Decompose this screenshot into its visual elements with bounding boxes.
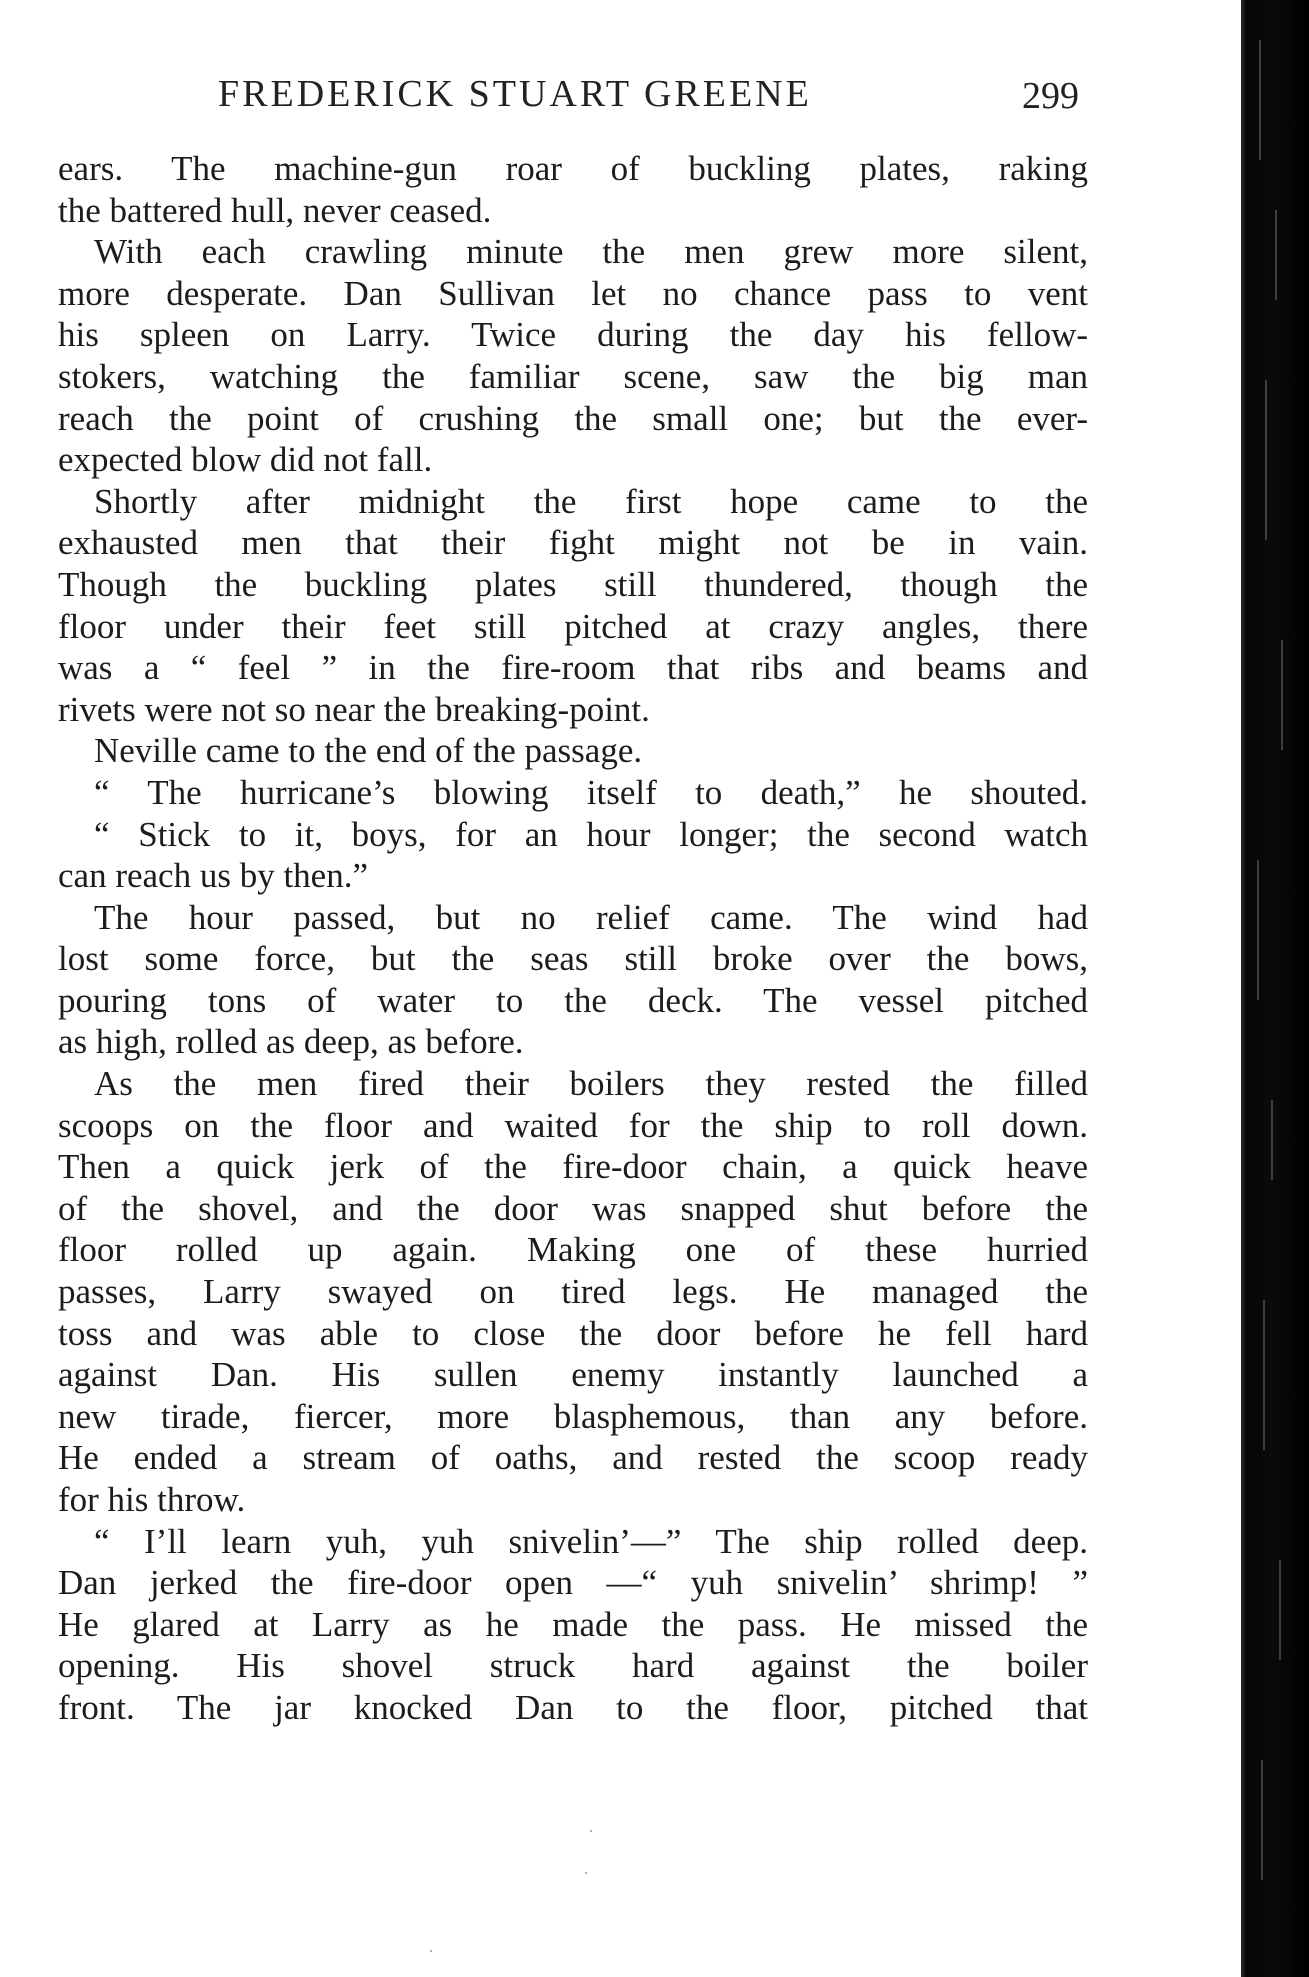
- paper-speck: [430, 1950, 432, 1952]
- text-line: As the men fired their boilers they rested the filled: [94, 1064, 1088, 1104]
- edge-mark: [1281, 640, 1283, 750]
- text-line: new tirade, fiercer, more blasphemous, than any before.: [58, 1396, 1088, 1436]
- text-line: for his throw.: [58, 1480, 246, 1519]
- text-line: as high, rolled as deep, as before.: [58, 1022, 524, 1062]
- text-line: against Dan. His sullen enemy instantly launched a: [58, 1355, 1088, 1395]
- text-line: expected blow did not fall.: [58, 440, 433, 480]
- text-line: exhausted men that their fight might not be in vain.: [58, 523, 1088, 563]
- text-line: pouring tons of water to the deck. The vessel pitched: [58, 980, 1088, 1020]
- text-line: was a “ feel ” in the fire-room that ribs and beams and: [58, 648, 1088, 688]
- running-head-title: FREDERICK STUART GREENE: [218, 73, 812, 115]
- text-line: “ I’ll learn yuh, yuh snivelin’—” The ship rolled deep.: [94, 1521, 1088, 1561]
- body-text: [58, 148, 1088, 1729]
- text-line: front. The jar knocked Dan to the floor, pitched that: [58, 1687, 1088, 1727]
- text-line: can reach us by then.”: [58, 856, 368, 896]
- edge-mark: [1275, 210, 1277, 300]
- text-line: The hour passed, but no relief came. The wind had: [94, 897, 1088, 937]
- edge-mark: [1265, 380, 1267, 540]
- text-line: lost some force, but the seas still broke over the bows,: [58, 939, 1088, 979]
- text-line: passes, Larry swayed on tired legs. He managed the: [58, 1272, 1088, 1312]
- edge-mark: [1279, 1560, 1281, 1660]
- edge-mark: [1259, 40, 1261, 160]
- text-line: “ The hurricane’s blowing itself to death,” he shouted.: [94, 772, 1088, 812]
- text-line: rivets were not so near the breaking-point.: [58, 689, 650, 729]
- text-line: stokers, watching the familiar scene, saw the big man: [58, 356, 1088, 396]
- text-line: ears. The machine-gun roar of buckling plates, raking: [58, 149, 1088, 188]
- text-line: He glared at Larry as he made the pass. He missed the: [58, 1604, 1088, 1644]
- text-line: the battered hull, never ceased.: [58, 190, 492, 230]
- edge-mark: [1257, 860, 1259, 1000]
- edge-mark: [1263, 1300, 1265, 1450]
- text-line: He ended a stream of oaths, and rested the scoop ready: [58, 1438, 1088, 1478]
- text-line: With each crawling minute the men grew more silent,: [94, 232, 1088, 272]
- text-line: floor under their feet still pitched at crazy angles, there: [58, 606, 1088, 646]
- text-line: Neville came to the end of the passage.: [94, 731, 643, 771]
- text-line: toss and was able to close the door before he fell hard: [58, 1313, 1088, 1353]
- text-line: “ Stick to it, boys, for an hour longer; the second watch: [94, 814, 1088, 854]
- paper-speck: [590, 1830, 592, 1832]
- text-line: more desperate. Dan Sullivan let no chance pass to vent: [58, 273, 1088, 313]
- text-line: his spleen on Larry. Twice during the day his fellow-: [58, 315, 1088, 355]
- text-line: Dan jerked the fire-door open —“ yuh snivelin’ shrimp! ”: [58, 1563, 1088, 1603]
- text-line: scoops on the floor and waited for the ship to roll down.: [58, 1105, 1088, 1145]
- text-line: Though the buckling plates still thundered, though the: [58, 564, 1088, 604]
- text-line: opening. His shovel struck hard against the boiler: [58, 1646, 1088, 1686]
- page-number: 299: [1022, 75, 1079, 117]
- text-line: Shortly after midnight the first hope came to the: [94, 481, 1088, 521]
- text-line: reach the point of crushing the small one; but the ever-: [58, 398, 1088, 438]
- text-line: Then a quick jerk of the fire-door chain, a quick heave: [58, 1147, 1088, 1187]
- edge-mark: [1261, 1760, 1263, 1880]
- text-line: floor rolled up again. Making one of these hurried: [58, 1230, 1088, 1270]
- paper-speck: [585, 1872, 587, 1874]
- edge-mark: [1271, 1100, 1273, 1180]
- text-line: of the shovel, and the door was snapped shut before the: [58, 1188, 1088, 1228]
- scan-dark-edge: [1241, 0, 1309, 1977]
